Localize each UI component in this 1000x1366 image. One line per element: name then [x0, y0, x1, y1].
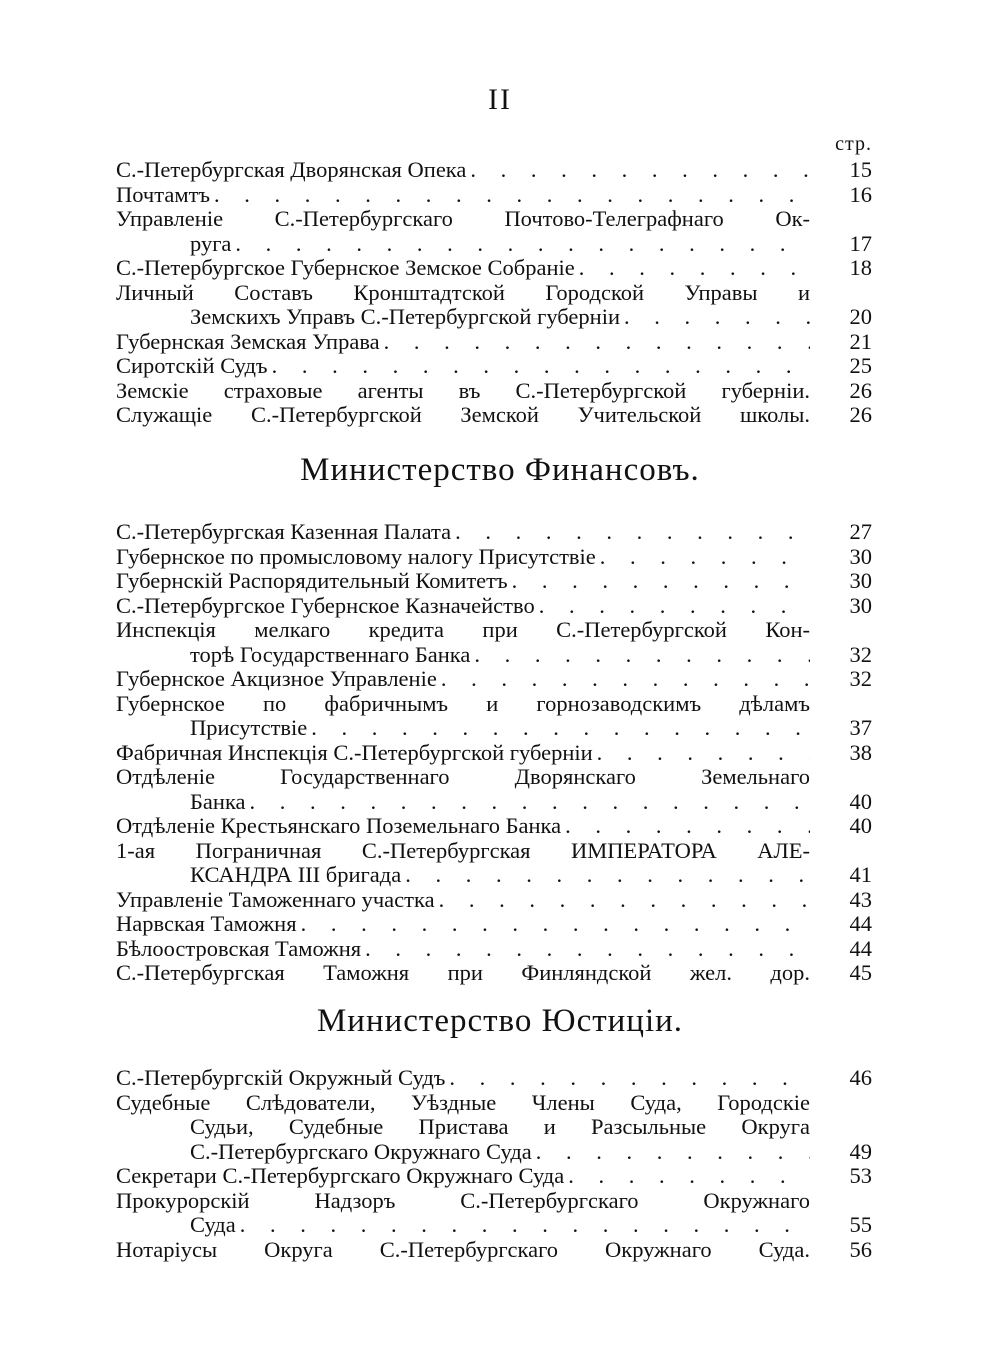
- toc-entry: [116, 1066, 872, 1091]
- dot-leader: [380, 330, 810, 355]
- section-heading: Министерство Юстиціи.: [316, 1003, 684, 1039]
- toc-entry-page: 49: [849, 1138, 872, 1164]
- toc-entry-title: [116, 814, 810, 839]
- section-heading: Министерство Финансовъ.: [300, 452, 700, 488]
- toc-entry-page: 18: [849, 255, 872, 280]
- toc-entry-line: С.-Петербургскаго Окружнаго Суда: [190, 1138, 532, 1164]
- toc-entry: [116, 1189, 872, 1238]
- toc-entry-line: Бѣлоостровская Таможня: [116, 935, 362, 961]
- toc-entry-line: Отдѣленіе Крестьянскаго Поземельнаго Банка: [116, 813, 562, 838]
- toc-entry-title: [116, 158, 810, 183]
- toc-entry-title: [116, 281, 810, 330]
- toc-entry-page: 15: [849, 157, 872, 182]
- toc-entry: [116, 594, 872, 619]
- toc-entry-title: [116, 618, 810, 667]
- dot-leader: [437, 667, 810, 692]
- toc-entry-title: [116, 207, 810, 256]
- dot-leader: [401, 863, 810, 888]
- toc-entry-title: [116, 692, 810, 741]
- toc-entry: [116, 403, 872, 428]
- toc-entry-line: 1-ая Пограничная С.-Петербургская ИМПЕРАТОРА АЛЕ-: [116, 837, 810, 863]
- toc-entry-title: [116, 961, 810, 986]
- toc-entry-line: С.-Петербургскій Окружный Судъ: [116, 1065, 446, 1090]
- toc-entry-page: 25: [849, 353, 872, 378]
- toc-entry-line: Нарвская Таможня: [116, 911, 297, 936]
- toc-entry: [116, 839, 872, 888]
- toc-entry: [116, 741, 872, 766]
- toc-entry-line: Инспекція мелкаго кредита при С.-Петербургской Кон-: [116, 617, 810, 642]
- dot-leader: [532, 1140, 810, 1165]
- toc-entry-line: КСАНДРА III бригада: [190, 862, 402, 887]
- toc-entry-page: 32: [849, 666, 872, 691]
- toc-entry-line: руга: [190, 230, 232, 256]
- toc-entry-page: 44: [849, 911, 872, 936]
- toc-entry-line: Земскіе страховые агенты въ С.-Петербургской губерніи.: [116, 377, 810, 403]
- dot-leader: [575, 256, 810, 281]
- toc-entry-page: 26: [849, 377, 872, 403]
- toc-entry-line: Губернское Акцизное Управленіе: [116, 666, 437, 691]
- toc-entry-line: Губернское по фабричнымъ и горнозаводскимъ дѣламъ: [116, 690, 810, 716]
- toc-entry-line: С.-Петербургское Губернское Земское Собраніе: [116, 255, 575, 280]
- toc-entry-page: 32: [849, 641, 872, 667]
- toc-entry-page: 30: [849, 592, 872, 618]
- toc-entry-page: 26: [849, 402, 872, 427]
- dot-leader: [508, 569, 810, 594]
- toc-entry: [116, 888, 872, 913]
- toc-entry-page: 16: [849, 181, 872, 207]
- toc-entry: [116, 1238, 872, 1263]
- toc-entry-title: [116, 403, 810, 428]
- toc-entry: [116, 912, 872, 937]
- toc-entry: [116, 545, 872, 570]
- toc-entry: [116, 256, 872, 281]
- toc-entry-title: [116, 912, 810, 937]
- toc-entry-title: [116, 256, 810, 281]
- toc-entry: [116, 1091, 872, 1165]
- toc-entry: [116, 937, 872, 962]
- toc-entry-title: [116, 594, 810, 619]
- toc-entry-page: 17: [849, 230, 872, 256]
- toc-entry: [116, 692, 872, 741]
- toc-entry-page: 46: [849, 1065, 872, 1090]
- toc-entry-line: Управленіе Таможеннаго участка: [116, 886, 435, 912]
- toc-entry: [116, 330, 872, 355]
- toc-entry-page: 41: [849, 862, 872, 887]
- toc-entry-line: Личный Составъ Кронштадтской Городской Управы и: [116, 279, 810, 305]
- toc-entry-page: 40: [849, 788, 872, 814]
- dot-leader: [564, 1164, 810, 1189]
- toc-entry-page: 21: [849, 328, 872, 354]
- dot-leader: [620, 305, 810, 330]
- toc-entry-title: [116, 1066, 810, 1091]
- toc-entry-title: [116, 667, 810, 692]
- toc-entry-line: Сиротскій Судъ: [116, 353, 268, 378]
- toc-entry-line: торѣ Государственнаго Банка: [190, 641, 471, 667]
- dot-leader: [236, 1213, 810, 1238]
- toc-entry-page: 43: [849, 886, 872, 912]
- toc-entry: [116, 520, 872, 545]
- toc-entry-page: 40: [849, 813, 872, 838]
- toc-section: [116, 1066, 872, 1262]
- toc-entry-title: [116, 520, 810, 545]
- toc-entry: [116, 765, 872, 814]
- toc-entry-line: С.-Петербургская Казенная Палата: [116, 519, 452, 544]
- toc-entry-page: 30: [849, 543, 872, 569]
- toc-entry-line: С.-Петербургская Дворянская Опека: [116, 157, 467, 182]
- toc-entry-line: Секретари С.-Петербургскаго Окружнаго Суда: [116, 1163, 565, 1188]
- toc-entry-title: [116, 354, 810, 379]
- dot-leader: [246, 790, 810, 815]
- toc-entry: [116, 207, 872, 256]
- toc-entry-line: Земскихъ Управъ С.-Петербургской губерніи: [190, 304, 621, 329]
- toc-entry-page: 44: [849, 935, 872, 961]
- toc-entry-line: Фабричная Инспекція С.-Петербургской губерніи: [116, 739, 593, 765]
- toc-section: [116, 158, 872, 428]
- dot-leader: [535, 594, 810, 619]
- toc-entry-title: [116, 1238, 810, 1263]
- toc-entry-line: Суда: [190, 1212, 236, 1237]
- toc-entry-line: С.-Петербургская Таможня при Финляндской жел. дор.: [116, 960, 810, 985]
- toc-entry-title: [116, 937, 810, 962]
- toc-entry: [116, 961, 872, 986]
- dot-leader: [307, 716, 810, 741]
- toc-entry-line: Почтамтъ: [116, 181, 211, 207]
- toc-entry: [116, 183, 872, 208]
- toc-entry-title: [116, 545, 810, 570]
- toc-entry-title: [116, 765, 810, 814]
- toc-entry-line: С.-Петербургское Губернское Казначейство: [116, 592, 535, 618]
- toc-entry-page: 38: [849, 739, 872, 765]
- toc-entry: [116, 618, 872, 667]
- toc-entry-line: Судебные Слѣдователи, Уѣздные Члены Суда, Городскіе: [116, 1089, 810, 1115]
- dot-leader: [268, 354, 810, 379]
- toc-entry-title: [116, 741, 810, 766]
- toc-entry-title: [116, 569, 810, 594]
- toc-entry: [116, 1164, 872, 1189]
- dot-leader: [470, 643, 810, 668]
- toc-entry: [116, 354, 872, 379]
- toc-entry: [116, 281, 872, 330]
- toc-entry-title: [116, 379, 810, 404]
- toc-entry-title: [116, 1189, 810, 1238]
- dot-leader: [596, 545, 810, 570]
- toc-entry-page: 37: [849, 715, 872, 740]
- toc-entry-title: [116, 1091, 810, 1165]
- dot-leader: [435, 888, 810, 913]
- toc-entry-line: Судьи, Судебные Пристава и Разсыльные Округа: [190, 1114, 810, 1139]
- toc-entry-page: 20: [849, 304, 872, 329]
- toc-entry-page: 56: [849, 1236, 872, 1262]
- toc-entry-page: 27: [849, 519, 872, 544]
- toc-entry-page: 55: [849, 1212, 872, 1237]
- toc-entry-line: Губернская Земская Управа: [116, 328, 380, 354]
- dot-leader: [210, 183, 810, 208]
- toc-entry-line: Нотаріусы Округа С.-Петербургскаго Окружнаго Суда.: [116, 1236, 810, 1262]
- toc-entry-title: [116, 1164, 810, 1189]
- toc-entry-line: Отдѣленіе Государственнаго Дворянскаго Земельнаго: [116, 764, 810, 789]
- toc-entry-line: Прокурорскій Надзоръ С.-Петербургскаго Окружнаго: [116, 1187, 810, 1213]
- toc-entry: [116, 569, 872, 594]
- dot-leader: [593, 741, 810, 766]
- toc-entry-page: 53: [849, 1163, 872, 1188]
- toc-entry-title: [116, 839, 810, 888]
- toc-entry-page: 30: [849, 568, 872, 593]
- toc-entry-line: Присутствіе: [190, 715, 308, 740]
- toc-entry-line: Губернское по промысловому налогу Присутствіе: [116, 543, 596, 569]
- dot-leader: [561, 814, 810, 839]
- toc-entry: [116, 158, 872, 183]
- toc-entry: [116, 814, 872, 839]
- toc-section: [116, 520, 872, 986]
- dot-leader: [231, 232, 810, 257]
- toc-entry-line: Служащіе С.-Петербургской Земской Учительской школы.: [116, 402, 810, 427]
- toc-entry-title: [116, 888, 810, 913]
- dot-leader: [445, 1066, 810, 1091]
- page-column-header: стр.: [835, 133, 872, 155]
- dot-leader: [297, 912, 810, 937]
- toc-entry-title: [116, 330, 810, 355]
- toc-entry: [116, 667, 872, 692]
- toc-entry: [116, 379, 872, 404]
- toc-entry-title: [116, 183, 810, 208]
- toc-entry-line: Управленіе С.-Петербургскаго Почтово-Телеграфнаго Ок-: [116, 206, 810, 231]
- dot-leader: [466, 158, 810, 183]
- dot-leader: [451, 520, 810, 545]
- toc-entry-page: 45: [849, 960, 872, 985]
- toc-entry-line: Банка: [190, 788, 246, 814]
- page-number: II: [488, 83, 512, 116]
- toc-entry-line: Губернскій Распорядительный Комитетъ: [116, 568, 508, 593]
- dot-leader: [361, 937, 810, 962]
